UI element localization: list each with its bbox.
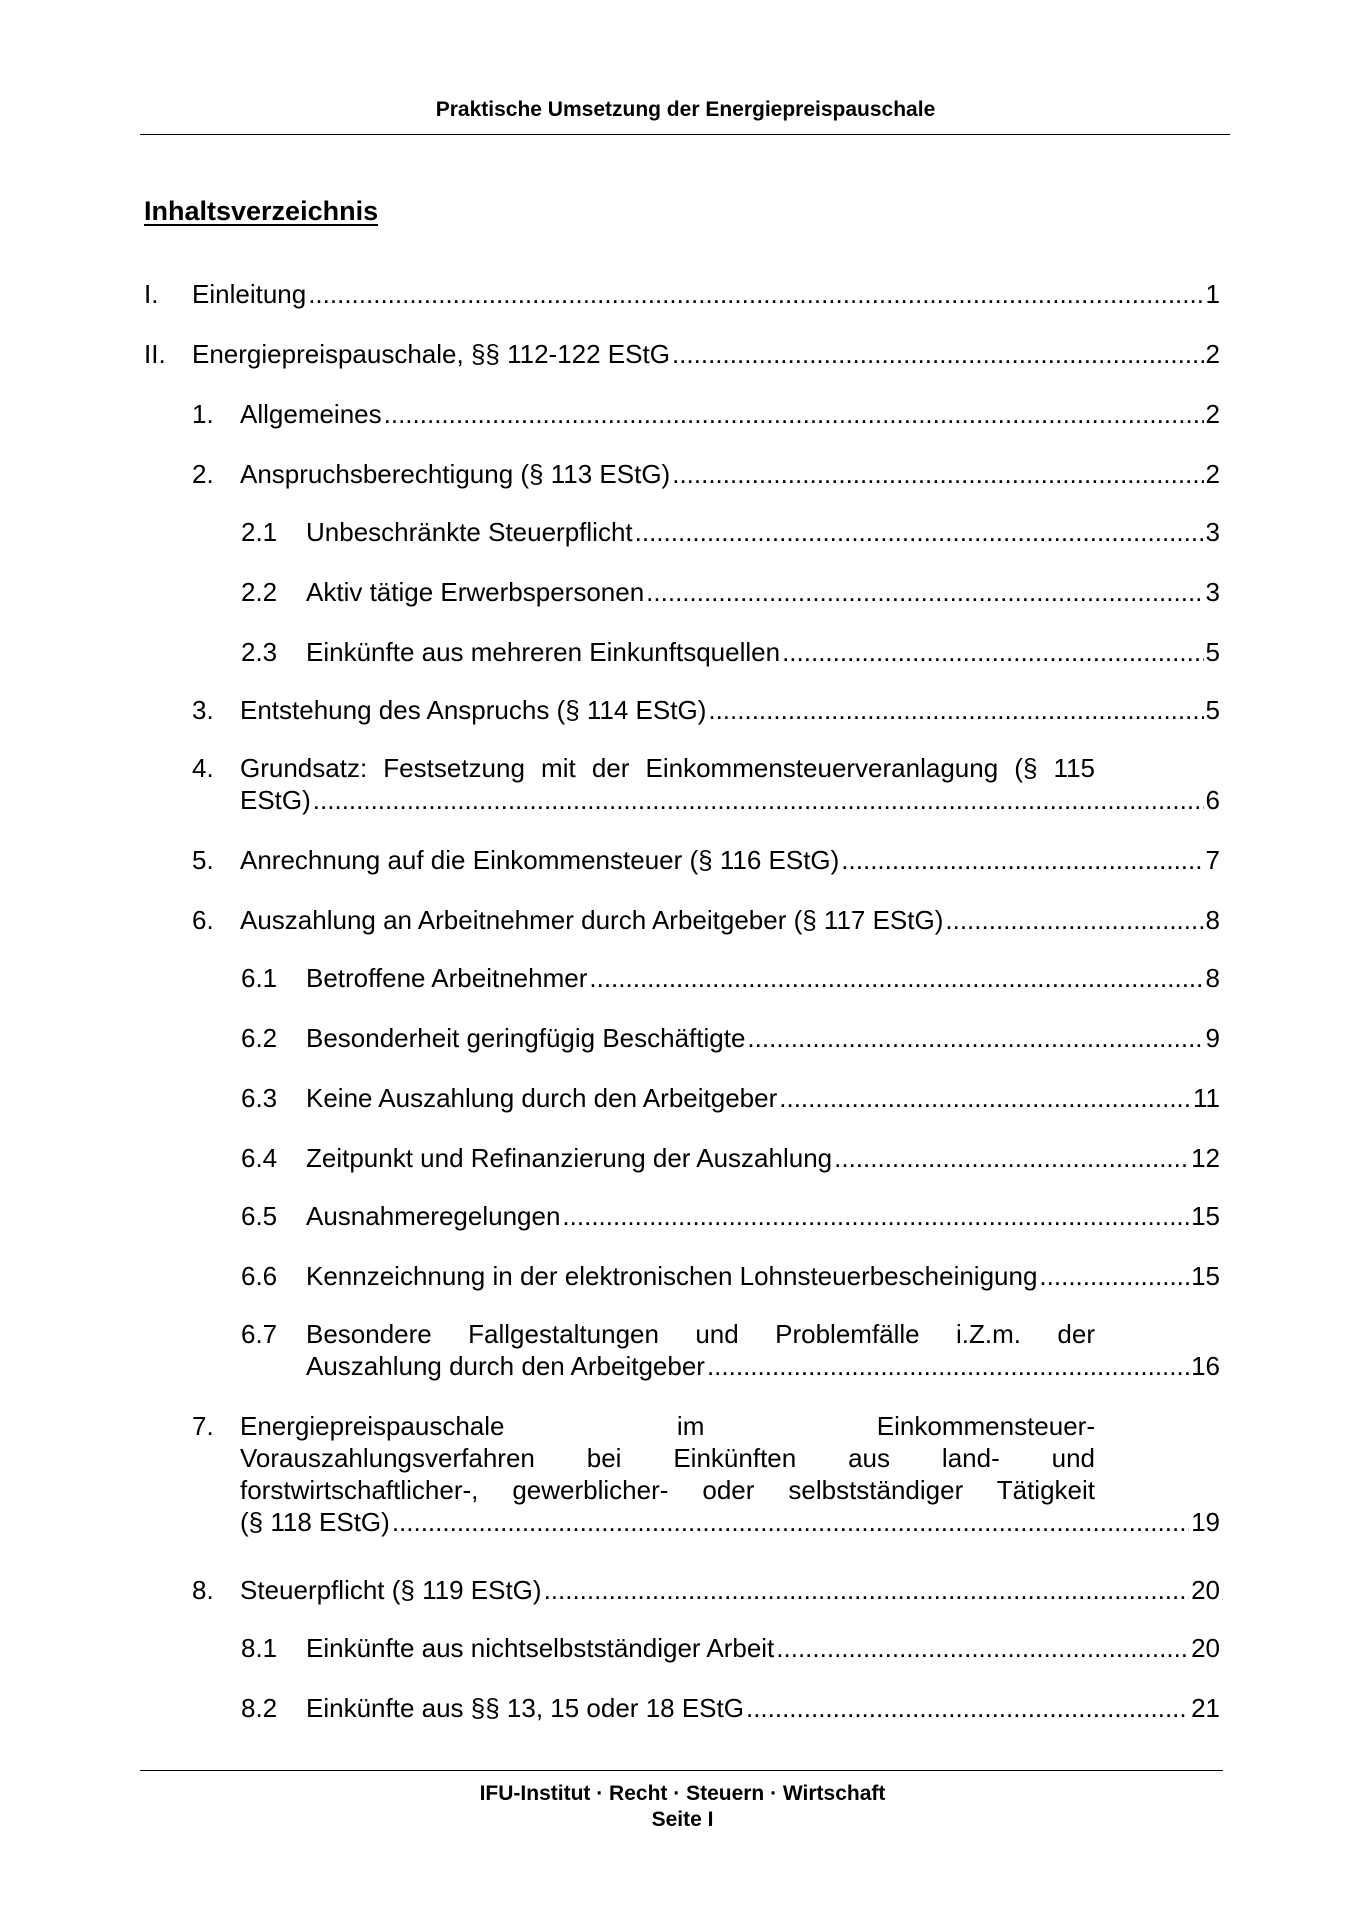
toc-dot-leader — [707, 1350, 1189, 1382]
footer-rule — [140, 1770, 1223, 1771]
footer-page-number: Seite I — [651, 1808, 714, 1831]
toc-entry-title: Energiepreispauschale, §§ 112-122 EStG — [192, 339, 670, 369]
toc-entry-number: I. — [144, 279, 159, 309]
toc-entry-number: 2.3 — [241, 637, 278, 667]
toc-entry-title: Allgemeines — [240, 399, 382, 429]
toc-dot-leader — [841, 844, 1203, 876]
toc-dot-leader — [672, 458, 1203, 490]
toc-dot-leader — [776, 1632, 1189, 1664]
toc-dot-leader — [747, 1022, 1203, 1054]
toc-entry-title-line: Besondere Fallgestaltungen und Problemfälle i.Z.m. der — [306, 1319, 1095, 1349]
toc-entry-page: 20 — [1191, 1633, 1220, 1663]
toc-heading: Inhaltsverzeichnis — [144, 196, 379, 226]
toc-entry-page: 2 — [1205, 339, 1220, 369]
toc-entry-title: Entstehung des Anspruchs (§ 114 EStG) — [240, 695, 707, 725]
toc-entry-title: Auszahlung an Arbeitnehmer durch Arbeitgeber (§ 117 EStG) — [240, 905, 944, 935]
toc-entry-page: 1 — [1205, 279, 1220, 309]
toc-entry-number: 2.2 — [241, 577, 278, 607]
toc-entry-page: 20 — [1191, 1575, 1220, 1605]
toc-entry-number: 8. — [192, 1575, 214, 1605]
toc-dot-leader — [646, 576, 1203, 608]
toc-entry-title: Unbeschränkte Steuerpflicht — [306, 517, 633, 547]
header-rule — [140, 134, 1230, 135]
toc-entry-page: 11 — [1193, 1083, 1220, 1113]
toc-entry-number: 7. — [192, 1411, 214, 1441]
toc-entry-title: Besonderheit geringfügig Beschäftigte — [306, 1023, 746, 1053]
toc-entry-page: 3 — [1205, 517, 1220, 547]
toc-entry-number: 6.3 — [241, 1083, 278, 1113]
toc-entry-title-line: Vorauszahlungsverfahren bei Einkünften aus land- und — [240, 1443, 1095, 1473]
toc-dot-leader — [384, 398, 1204, 430]
toc-entry-number: 4. — [192, 753, 214, 783]
toc-entry-title: Anspruchsberechtigung (§ 113 EStG) — [240, 459, 671, 489]
toc-entry-number: 6.4 — [241, 1143, 278, 1173]
toc-entry-page: 15 — [1191, 1261, 1220, 1291]
toc-dot-leader — [1039, 1260, 1189, 1292]
toc-entry-number: 6.5 — [241, 1201, 278, 1231]
toc-dot-leader — [635, 516, 1204, 548]
toc-entry-title: Kennzeichnung in der elektronischen Lohnsteuerbescheinigung — [306, 1261, 1038, 1291]
toc-entry-page: 9 — [1205, 1023, 1220, 1053]
toc-entry-page: 5 — [1205, 637, 1220, 667]
toc-entry-title: Zeitpunkt und Refinanzierung der Auszahlung — [306, 1143, 833, 1173]
page-header-title: Praktische Umsetzung der Energiepreispauschale — [435, 98, 936, 121]
toc-dot-leader — [746, 1692, 1189, 1724]
toc-entry-number: 6. — [192, 905, 214, 935]
toc-entry-title-line: forstwirtschaftlicher-, gewerblicher- oder selbstständiger Tätigkeit — [240, 1475, 1095, 1505]
toc-entry-page: 12 — [1191, 1143, 1220, 1173]
footer-institute: IFU-Institut · Recht · Steuern · Wirtschaft — [479, 1782, 886, 1805]
toc-entry-page: 8 — [1205, 905, 1220, 935]
toc-dot-leader — [782, 636, 1203, 668]
toc-entry-number: 8.2 — [241, 1693, 278, 1723]
toc-entry-page: 15 — [1191, 1201, 1220, 1231]
toc-entry-number: 6.1 — [241, 963, 278, 993]
toc-entry-number: II. — [144, 339, 166, 369]
toc-entry-page: 2 — [1205, 399, 1220, 429]
toc-entry-number: 1. — [192, 399, 214, 429]
toc-entry-number: 2.1 — [241, 517, 278, 547]
toc-dot-leader — [392, 1506, 1189, 1538]
toc-dot-leader — [308, 278, 1203, 310]
toc-entry-title: Betroffene Arbeitnehmer — [306, 963, 588, 993]
toc-entry-number: 6.6 — [241, 1261, 278, 1291]
toc-dot-leader — [313, 784, 1204, 816]
toc-entry-number: 6.7 — [241, 1319, 278, 1349]
toc-entry-title: Aktiv tätige Erwerbspersonen — [306, 577, 645, 607]
toc-dot-leader — [945, 904, 1203, 936]
toc-entry-title: Keine Auszahlung durch den Arbeitgeber — [306, 1083, 778, 1113]
toc-entry-title: EStG) — [240, 785, 311, 815]
toc-entry-number: 8.1 — [241, 1633, 278, 1663]
toc-entry-title: (§ 118 EStG) — [240, 1507, 390, 1537]
toc-entry-page: 21 — [1191, 1693, 1220, 1723]
toc-entry-title: Einkünfte aus mehreren Einkunftsquellen — [306, 637, 781, 667]
toc-entry-title: Ausnahmeregelungen — [306, 1201, 561, 1231]
toc-entry-number: 5. — [192, 845, 214, 875]
toc-entry-title: Steuerpflicht (§ 119 EStG) — [240, 1575, 542, 1605]
toc-entry-page: 6 — [1205, 785, 1220, 815]
toc-entry-number: 6.2 — [241, 1023, 278, 1053]
toc-entry-title: Einkünfte aus nichtselbstständiger Arbeit — [306, 1633, 775, 1663]
toc-entry-page: 5 — [1205, 695, 1220, 725]
toc-entry-number: 3. — [192, 695, 214, 725]
toc-entry-page: 16 — [1191, 1351, 1220, 1381]
toc-dot-leader — [562, 1200, 1189, 1232]
toc-entry-title: Auszahlung durch den Arbeitgeber — [306, 1351, 705, 1381]
toc-entry-page: 8 — [1205, 963, 1220, 993]
toc-entry-title: Einkünfte aus §§ 13, 15 oder 18 EStG — [306, 1693, 744, 1723]
toc-dot-leader — [544, 1574, 1190, 1606]
toc-entry-page: 7 — [1205, 845, 1220, 875]
toc-entry-title-line: Energiepreispauschale im Einkommensteuer- — [240, 1411, 1095, 1441]
toc-entry-title: Einleitung — [192, 279, 307, 309]
toc-entry-number: 2. — [192, 459, 214, 489]
toc-entry-title: Anrechnung auf die Einkommensteuer (§ 116 EStG) — [240, 845, 840, 875]
toc-entry-page: 19 — [1191, 1507, 1220, 1537]
toc-entry-page: 3 — [1205, 577, 1220, 607]
toc-entry-title-line: Grundsatz: Festsetzung mit der Einkommensteuerveranlagung (§ 115 — [240, 753, 1095, 783]
toc-entry-page: 2 — [1205, 459, 1220, 489]
toc-dot-leader — [589, 962, 1203, 994]
toc-dot-leader — [779, 1082, 1191, 1114]
toc-dot-leader — [708, 694, 1203, 726]
toc-dot-leader — [672, 338, 1204, 370]
toc-dot-leader — [834, 1142, 1189, 1174]
